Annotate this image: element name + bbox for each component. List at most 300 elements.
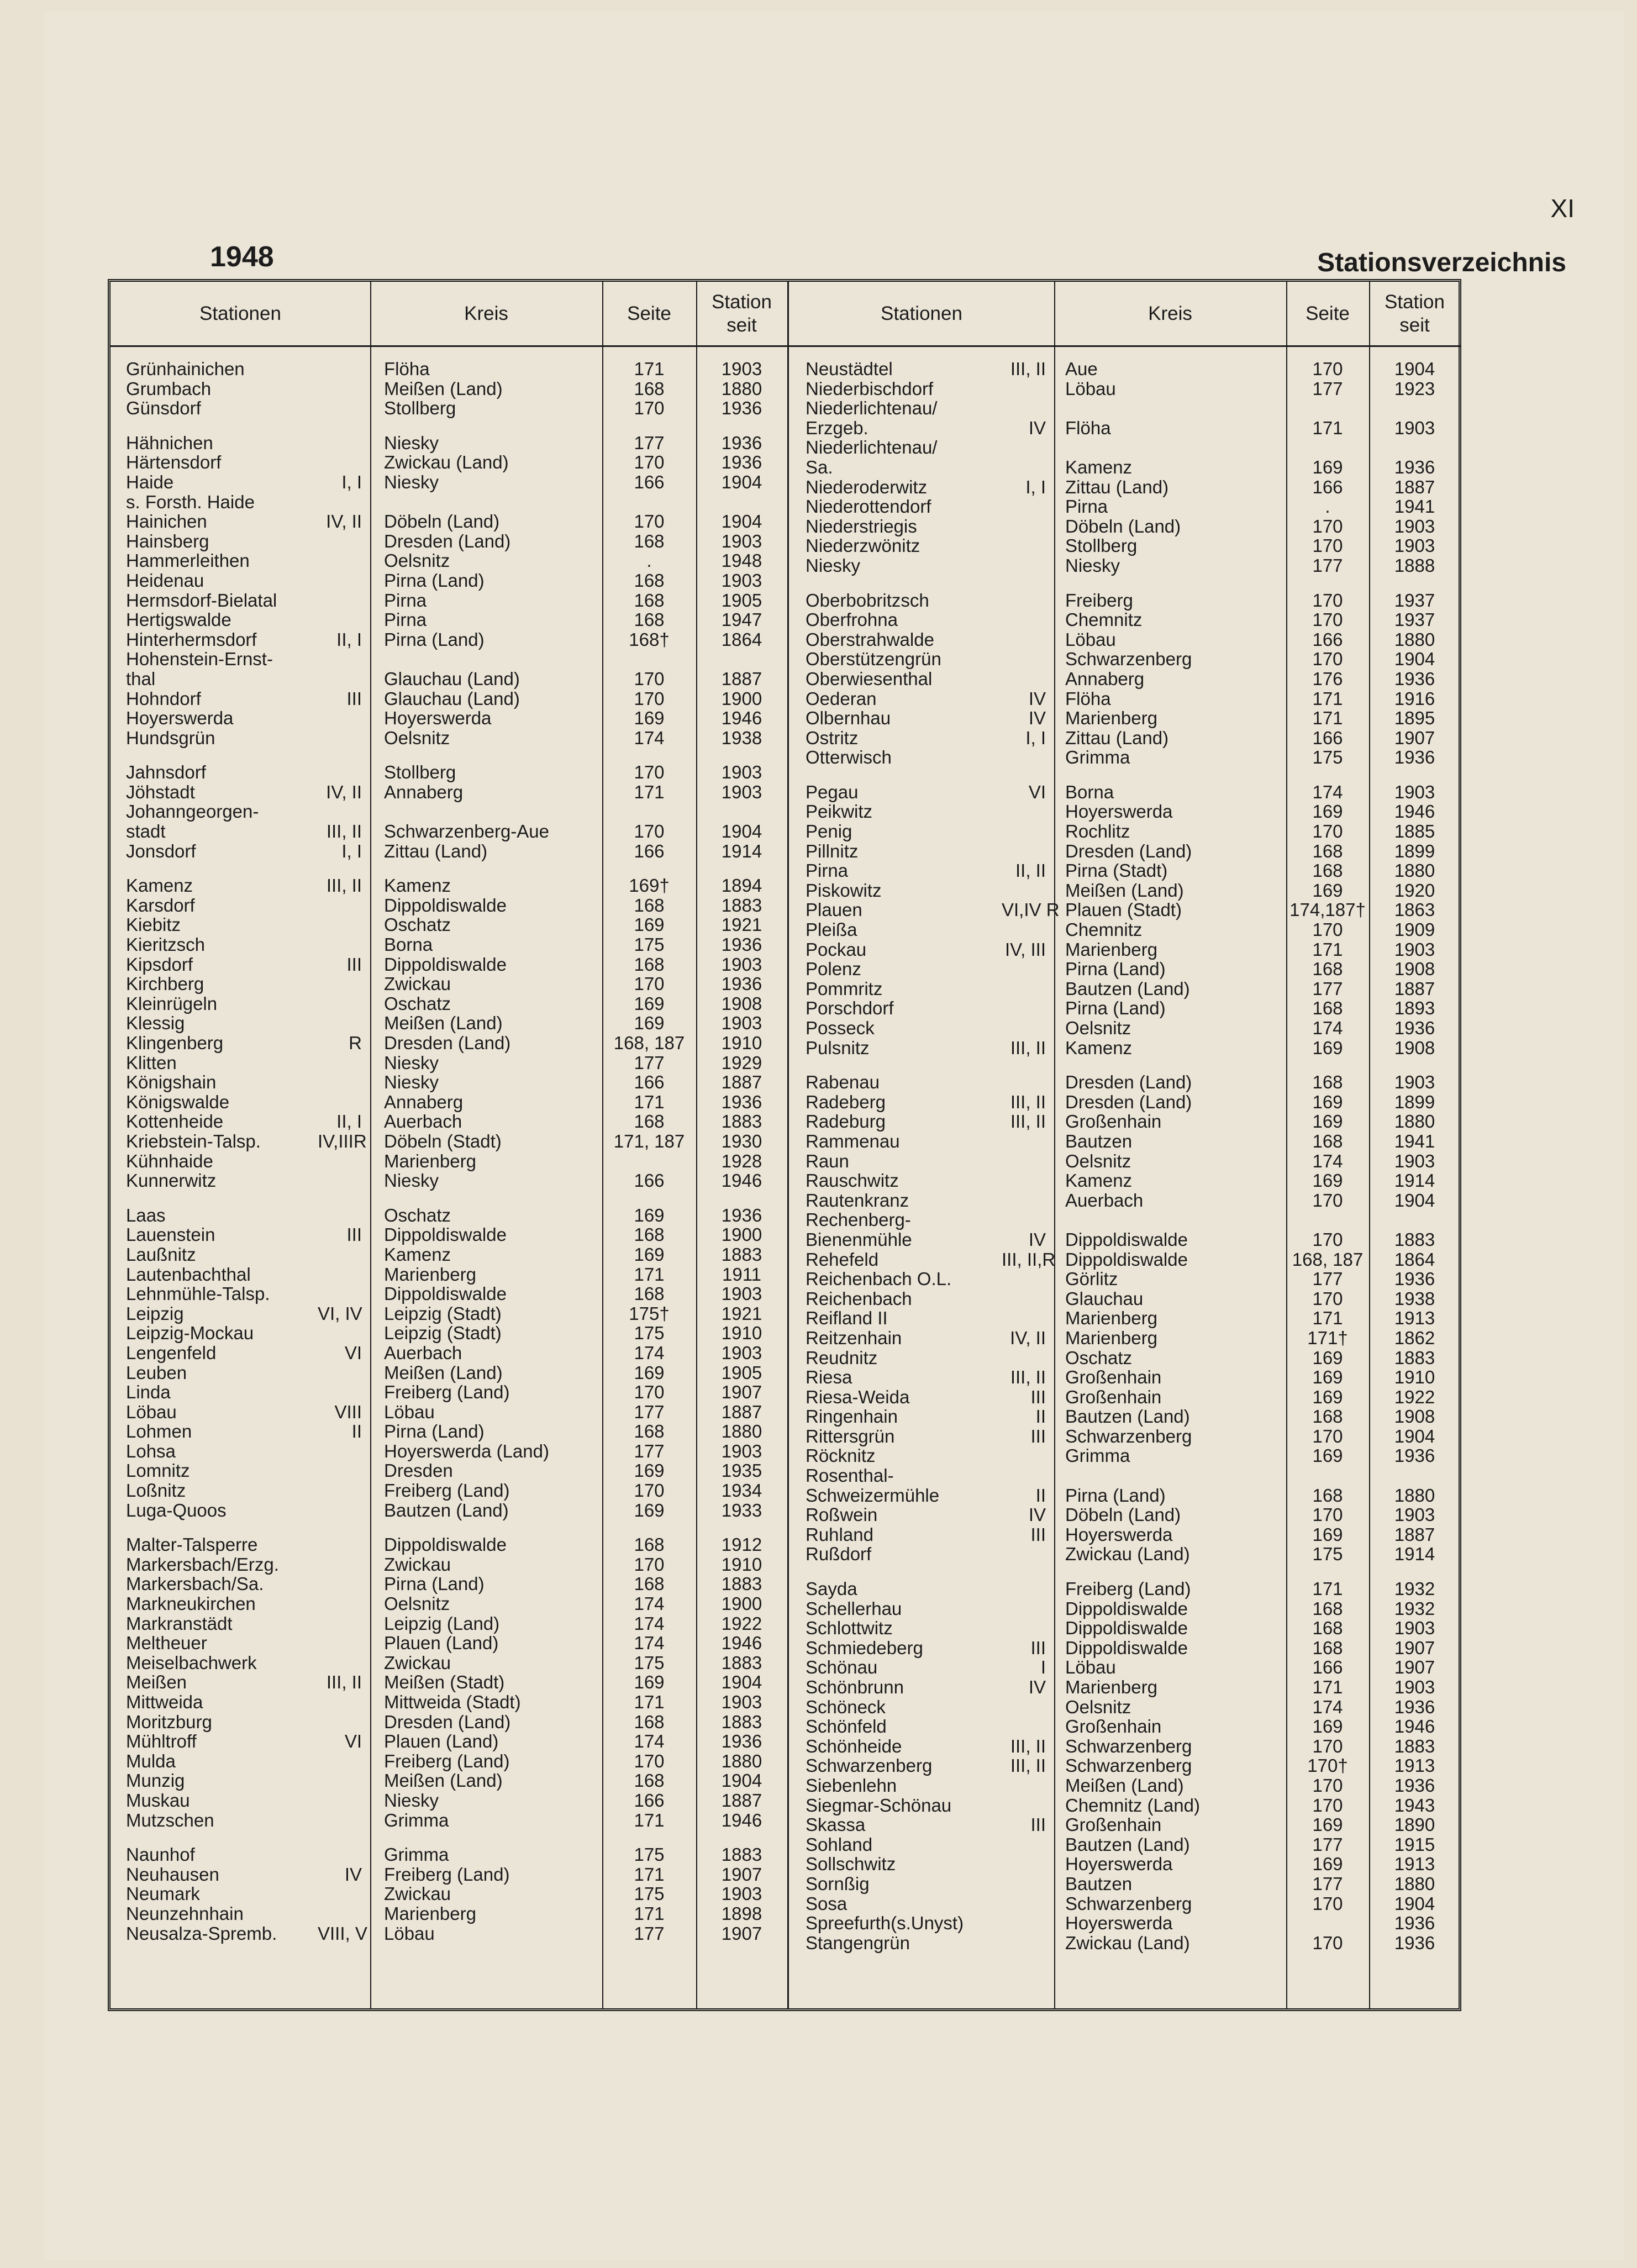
seit-cell: 1936 (721, 1091, 762, 1112)
timetable-band: VI, IV (318, 1303, 362, 1324)
station-name: Schmiedeberg (806, 1637, 923, 1658)
table-row (110, 1265, 787, 1285)
table-row (789, 1151, 1460, 1171)
table-row (789, 1446, 1460, 1466)
station-name: Niederbischdorf (806, 378, 934, 399)
timetable-band: IV, II (1010, 1327, 1046, 1348)
station-name: Königswalde (126, 1091, 230, 1112)
station-name: Schweizermühle (806, 1485, 940, 1506)
seite-cell: 171 (1312, 1677, 1343, 1697)
kreis-cell: Großenhain (1065, 1111, 1162, 1132)
station-name: Hohenstein-Ernst- (126, 649, 273, 670)
table-row (789, 1092, 1460, 1112)
table-row (110, 1461, 787, 1481)
table-row (110, 1033, 787, 1053)
station-name: Niesky (806, 555, 861, 576)
seit-cell: 1923 (1394, 378, 1435, 399)
kreis-cell: Stollberg (384, 762, 456, 783)
timetable-band: IV (1028, 708, 1046, 729)
station-name: Neunzehnhain (126, 1903, 244, 1924)
seite-cell: 171 (634, 1809, 665, 1830)
seit-cell: 1904 (1394, 359, 1435, 379)
table-row (789, 1796, 1460, 1816)
station-name: Heidenau (126, 570, 204, 591)
table-row (110, 630, 787, 650)
kreis-cell: Löbau (384, 1401, 435, 1422)
seit-cell: 1936 (1394, 1696, 1435, 1717)
seite-cell: 170 (1312, 609, 1343, 630)
seit-cell: 1907 (1394, 727, 1435, 748)
station-name: Lautenbachthal (126, 1264, 251, 1285)
station-name: Hundsgrün (126, 727, 215, 748)
seite-cell: 174 (634, 727, 665, 748)
seite-cell: 166 (1312, 476, 1343, 497)
seit-cell: 1946 (1394, 801, 1435, 822)
seit-cell: 1913 (1394, 1854, 1435, 1875)
group-spacer (110, 1830, 787, 1845)
table-row (110, 1072, 787, 1092)
seite-cell: 169 (634, 1460, 665, 1481)
seite-cell: 170 (1312, 1425, 1343, 1446)
table-row (110, 512, 787, 532)
table-row (789, 1486, 1460, 1506)
kreis-cell: Bautzen (1065, 1873, 1133, 1894)
table-row (110, 1904, 787, 1924)
seite-cell: 171 (1312, 417, 1343, 438)
table-row (789, 959, 1460, 979)
seit-cell: 1903 (721, 1013, 762, 1034)
seite-cell: 169 (1312, 1716, 1343, 1737)
timetable-band: I (1040, 1657, 1046, 1678)
station-name: Olbernhau (806, 708, 891, 729)
table-row (110, 841, 787, 861)
kreis-cell: Bautzen (1065, 1130, 1133, 1151)
kreis-cell: Oelsnitz (1065, 1018, 1131, 1038)
kreis-cell: Zwickau (Land) (1065, 1932, 1190, 1953)
station-name: Niederoderwitz (806, 476, 928, 497)
timetable-band: III, II (1010, 1091, 1046, 1112)
seite-cell: 170 (1312, 1775, 1343, 1796)
seit-cell: 1887 (721, 1401, 762, 1422)
kreis-cell: Flöha (1065, 417, 1111, 438)
kreis-cell: Dippoldiswalde (384, 954, 507, 975)
kreis-cell: Freiberg (Land) (384, 1382, 510, 1403)
seite-cell: 174 (634, 1342, 665, 1363)
timetable-band: R (349, 1033, 362, 1053)
table-row (110, 802, 787, 822)
table-row (789, 861, 1460, 881)
kreis-cell: Hoyerswerda (1065, 1524, 1173, 1545)
seite-cell: . (646, 550, 652, 571)
table-row (789, 1250, 1460, 1270)
seite-cell: 170 (1312, 821, 1343, 842)
station-name: Skassa (806, 1814, 866, 1835)
seit-cell: 1887 (1394, 1524, 1435, 1545)
kreis-cell: Aue (1065, 359, 1098, 379)
seit-cell: 1904 (721, 821, 762, 842)
kreis-cell: Niesky (384, 471, 439, 492)
seit-cell: 1903 (1394, 1504, 1435, 1525)
station-name: Erzgeb. (806, 417, 868, 438)
seite-cell: 170 (1312, 649, 1343, 670)
seit-cell: 1863 (1394, 899, 1435, 920)
table-row (789, 1407, 1460, 1427)
station-name: Hainsberg (126, 530, 209, 551)
seite-cell: 169 (634, 1672, 665, 1693)
timetable-band: IV (1028, 417, 1046, 438)
table-row (110, 1732, 787, 1751)
station-name: Pommritz (806, 978, 883, 999)
station-name: Kleinrügeln (126, 993, 218, 1014)
station-name: Riesa (806, 1367, 852, 1388)
table-row (110, 994, 787, 1014)
timetable-band: IV, II (326, 511, 362, 532)
seit-cell: 1933 (721, 1499, 762, 1520)
seite-cell: 169 (1312, 1445, 1343, 1466)
kreis-cell: Niesky (384, 1790, 439, 1811)
group-spacer (789, 576, 1460, 591)
kreis-cell: Dresden (Land) (384, 1711, 511, 1732)
seite-cell: 168 (634, 590, 665, 611)
seite-cell: 171 (1312, 708, 1343, 729)
kreis-cell: Leipzig (Land) (384, 1613, 500, 1634)
station-name: Malter-Talsperre (126, 1534, 258, 1555)
seit-cell: 1946 (721, 1170, 762, 1191)
seite-cell: 175 (1312, 1544, 1343, 1565)
kreis-cell: Oschatz (384, 993, 451, 1014)
seite-cell: 169 (634, 914, 665, 935)
kreis-cell: Stollberg (384, 398, 456, 419)
kreis-cell: Pirna (Land) (384, 570, 485, 591)
seit-cell: 1904 (1394, 1190, 1435, 1211)
seit-cell: 1903 (721, 762, 762, 783)
timetable-band: III (346, 954, 362, 975)
station-name: Stangengrün (806, 1932, 910, 1953)
seite-cell: 174 (634, 1593, 665, 1614)
seit-cell: 1899 (1394, 1091, 1435, 1112)
timetable-band: I, I (1025, 727, 1046, 748)
station-name: Pillnitz (806, 840, 859, 861)
seite-cell: 168 (634, 1111, 665, 1132)
table-row (110, 762, 787, 782)
kreis-cell: Meißen (Land) (384, 1013, 503, 1034)
seit-cell: 1903 (1394, 1072, 1435, 1093)
station-name: Kieritzsch (126, 934, 206, 955)
seite-cell: 166 (1312, 727, 1343, 748)
seit-cell: 1910 (721, 1554, 762, 1575)
seite-cell: 171† (1307, 1327, 1348, 1348)
seit-cell: 1903 (721, 570, 762, 591)
seite-cell: 170 (1312, 1932, 1343, 1953)
seite-cell: 170 (1312, 535, 1343, 556)
seite-cell: 168 (1312, 1618, 1343, 1639)
table-row (110, 379, 787, 399)
station-name: Reudnitz (806, 1347, 878, 1368)
timetable-band: II (1035, 1485, 1046, 1506)
timetable-band: VIII, V (318, 1923, 367, 1944)
timetable-band: III (1030, 1386, 1046, 1407)
kreis-cell: Borna (1065, 781, 1114, 802)
kreis-cell: Meißen (Land) (384, 1770, 503, 1791)
kreis-cell: Zittau (Land) (384, 840, 488, 861)
seit-cell: 1936 (1394, 747, 1435, 768)
table-row (789, 630, 1460, 650)
kreis-cell: Plauen (Stadt) (1065, 899, 1182, 920)
table-row (110, 472, 787, 492)
seite-cell: 169 (634, 1244, 665, 1265)
station-name: Reichenbach O.L. (806, 1269, 952, 1290)
seit-cell: 1883 (721, 1111, 762, 1132)
kreis-cell: Marienberg (1065, 939, 1157, 960)
seit-cell: 1880 (1394, 629, 1435, 650)
kreis-cell: Döbeln (Land) (384, 511, 500, 532)
station-name: Bienenmühle (806, 1229, 912, 1250)
kreis-cell: Dippoldiswalde (384, 1283, 507, 1304)
seit-cell: 1904 (1394, 1425, 1435, 1446)
seit-cell: 1894 (721, 875, 762, 896)
table-row (789, 1367, 1460, 1387)
seit-cell: 1903 (721, 1692, 762, 1712)
kreis-cell: Dippoldiswalde (384, 1224, 507, 1245)
table-row (110, 1633, 787, 1653)
table-row (110, 1382, 787, 1402)
seit-cell: 1922 (721, 1613, 762, 1634)
timetable-band: III, II (1010, 1111, 1046, 1132)
station-name: Reitzenhain (806, 1327, 902, 1348)
table-row (789, 1697, 1460, 1717)
station-name: Pegau (806, 781, 859, 802)
station-name: Naunhof (126, 1844, 195, 1865)
table-row (110, 1343, 787, 1363)
seit-cell: 1903 (721, 1342, 762, 1363)
seite-cell: 169 (634, 1499, 665, 1520)
seite-cell: 169 (1312, 1347, 1343, 1368)
kreis-cell: Meißen (Land) (384, 1362, 503, 1383)
kreis-cell: Pirna (Land) (1065, 998, 1166, 1019)
station-name: Rechenberg- (806, 1209, 911, 1230)
seit-cell: 1928 (721, 1150, 762, 1171)
table-row (110, 1053, 787, 1073)
station-name: Neusalza-Spremb. (126, 1923, 277, 1944)
station-name: Ringenhain (806, 1406, 898, 1427)
group-spacer (110, 861, 787, 876)
seite-cell: 169 (634, 1362, 665, 1383)
seite-cell: 169 (1312, 1111, 1343, 1132)
table-row (789, 1756, 1460, 1776)
table-row (110, 1692, 787, 1712)
station-name: Pulsnitz (806, 1037, 870, 1058)
seite-cell: 170 (634, 1382, 665, 1403)
station-name: Grumbach (126, 378, 212, 399)
table-row (789, 1776, 1460, 1796)
kreis-cell: Glauchau (Land) (384, 688, 520, 709)
table-row (789, 1018, 1460, 1038)
table-row (789, 1289, 1460, 1309)
station-name: Hainichen (126, 511, 207, 532)
kreis-cell: Oelsnitz (384, 727, 450, 748)
seit-cell: 1936 (721, 1731, 762, 1752)
seite-cell: 170 (634, 1750, 665, 1771)
seit-cell: 1932 (1394, 1598, 1435, 1619)
header-kreis: Kreis (1148, 302, 1192, 324)
seit-cell: 1936 (1394, 1932, 1435, 1953)
table-row (110, 1092, 787, 1112)
table-row (110, 452, 787, 472)
header-seite: Seite (627, 302, 671, 324)
table-row (789, 1736, 1460, 1756)
seite-cell: 170 (1312, 590, 1343, 611)
seite-cell: 174,187† (1289, 899, 1366, 920)
kreis-cell: Freiberg (Land) (384, 1750, 510, 1771)
kreis-cell: Marienberg (384, 1150, 476, 1171)
table-row (789, 1328, 1460, 1348)
kreis-cell: Pirna (1065, 496, 1108, 517)
station-name: Markneukirchen (126, 1593, 256, 1614)
seite-cell: 169 (634, 1204, 665, 1225)
seite-cell: 166 (634, 1170, 665, 1191)
kreis-cell: Stollberg (1065, 535, 1138, 556)
seit-cell: 1914 (721, 840, 762, 861)
kreis-cell: Pirna (Land) (384, 629, 485, 650)
seit-cell: 1937 (1394, 590, 1435, 611)
kreis-cell: Marienberg (1065, 1677, 1157, 1697)
group-spacer (110, 418, 787, 433)
seite-cell: 175 (634, 1652, 665, 1673)
seite-cell: 169 (634, 993, 665, 1014)
seite-cell: 169 (1312, 1386, 1343, 1407)
kreis-cell: Marienberg (1065, 1308, 1157, 1329)
table-row (110, 492, 787, 512)
seite-cell: 170† (1307, 1755, 1348, 1776)
seit-cell: 1904 (721, 1672, 762, 1693)
seite-cell: 169 (1312, 1367, 1343, 1388)
seite-cell: 170 (1312, 1893, 1343, 1914)
page-title: Stationsverzeichnis (1317, 248, 1566, 277)
kreis-cell: Großenhain (1065, 1814, 1162, 1835)
station-name: Kirchberg (126, 973, 204, 994)
station-name: Sollschwitz (806, 1854, 896, 1875)
table-row (789, 1657, 1460, 1677)
seit-cell: 1883 (721, 1711, 762, 1732)
kreis-cell: Hoyerswerda (1065, 1854, 1173, 1875)
seite-cell: 168 (634, 1421, 665, 1442)
kreis-cell: Chemnitz (1065, 609, 1143, 630)
station-name: Luga-Quoos (126, 1499, 227, 1520)
station-name: Oberfrohna (806, 609, 898, 630)
right-table-half (787, 282, 1460, 2008)
station-name: Oberwiesenthal (806, 668, 933, 689)
seit-cell: 1907 (721, 1864, 762, 1885)
table-row (789, 1933, 1460, 1953)
seite-cell: 170 (634, 973, 665, 994)
seite-cell: 168† (629, 629, 670, 650)
kreis-cell: Marienberg (384, 1264, 476, 1285)
seite-cell: 177 (1312, 378, 1343, 399)
kreis-cell: Annaberg (384, 781, 464, 802)
station-name: thal (126, 668, 156, 689)
kreis-cell: Freiberg (1065, 590, 1133, 611)
timetable-band: III (1030, 1814, 1046, 1835)
kreis-cell: Annaberg (1065, 668, 1145, 689)
table-row (110, 1594, 787, 1614)
kreis-cell: Döbeln (Stadt) (384, 1130, 502, 1151)
table-row (789, 398, 1460, 418)
seit-cell: 1936 (1394, 1913, 1435, 1934)
station-name: Mulda (126, 1750, 176, 1771)
seit-cell: 1903 (721, 954, 762, 975)
seite-cell: 168 (634, 570, 665, 591)
seite-cell: 169 (634, 1013, 665, 1034)
station-name: Härtensdorf (126, 452, 222, 473)
timetable-band: VI (344, 1342, 362, 1363)
kreis-cell: Glauchau (1065, 1288, 1144, 1309)
station-name: Roßwein (806, 1504, 878, 1525)
kreis-cell: Schwarzenberg (1065, 1735, 1192, 1756)
station-name: Hinterhermsdorf (126, 629, 257, 650)
station-name: Peikwitz (806, 801, 873, 822)
station-name: Kiebitz (126, 914, 181, 935)
timetable-band: II, I (336, 629, 362, 650)
table-row (789, 940, 1460, 960)
header-seit: Station seit (712, 291, 772, 336)
seit-cell: 1936 (721, 452, 762, 473)
seit-cell: 1887 (721, 1072, 762, 1093)
kreis-cell: Schwarzenberg (1065, 1425, 1192, 1446)
station-name: Sornßig (806, 1873, 870, 1894)
kreis-cell: Schwarzenberg (1065, 649, 1192, 670)
seite-cell: 168 (634, 609, 665, 630)
kreis-cell: Niesky (384, 1170, 439, 1191)
timetable-band: VI (344, 1731, 362, 1752)
kreis-cell: Meißen (Land) (384, 378, 503, 399)
kreis-cell: Großenhain (1065, 1716, 1162, 1737)
station-name: Klingenberg (126, 1033, 224, 1053)
station-name: Rehefeld (806, 1249, 879, 1270)
table-row (789, 1913, 1460, 1933)
seite-cell: 170 (1312, 1795, 1343, 1816)
seite-cell: 170 (634, 668, 665, 689)
station-name: Rabenau (806, 1072, 880, 1093)
seit-cell: 1929 (721, 1052, 762, 1073)
seit-cell: 1880 (1394, 1111, 1435, 1132)
kreis-cell: Kamenz (384, 1244, 451, 1265)
seit-cell: 1910 (721, 1323, 762, 1344)
seite-cell: 177 (1312, 978, 1343, 999)
kreis-cell: Döbeln (Land) (1065, 515, 1181, 536)
table-row (110, 532, 787, 551)
station-name: Schwarzenberg (806, 1755, 933, 1776)
station-name: Klitten (126, 1052, 177, 1073)
seite-cell: 174 (634, 1633, 665, 1654)
seit-cell: 1909 (1394, 919, 1435, 940)
kreis-cell: Pirna (384, 590, 427, 611)
seite-cell: 171 (634, 1264, 665, 1285)
seite-cell: 171 (1312, 1308, 1343, 1329)
seit-cell: 1938 (721, 727, 762, 748)
kreis-cell: Borna (384, 934, 433, 955)
kreis-cell: Auerbach (384, 1342, 462, 1363)
seite-cell: 174 (1312, 781, 1343, 802)
table-row (789, 1072, 1460, 1092)
table-row (789, 998, 1460, 1018)
seite-cell: 168 (1312, 1406, 1343, 1427)
seit-cell: 1903 (1394, 939, 1435, 960)
table-row (110, 1712, 787, 1732)
table-row (110, 876, 787, 896)
kreis-cell: Grimma (384, 1809, 449, 1830)
station-name: Siegmar-Schönau (806, 1795, 952, 1816)
station-name: Posseck (806, 1018, 875, 1038)
